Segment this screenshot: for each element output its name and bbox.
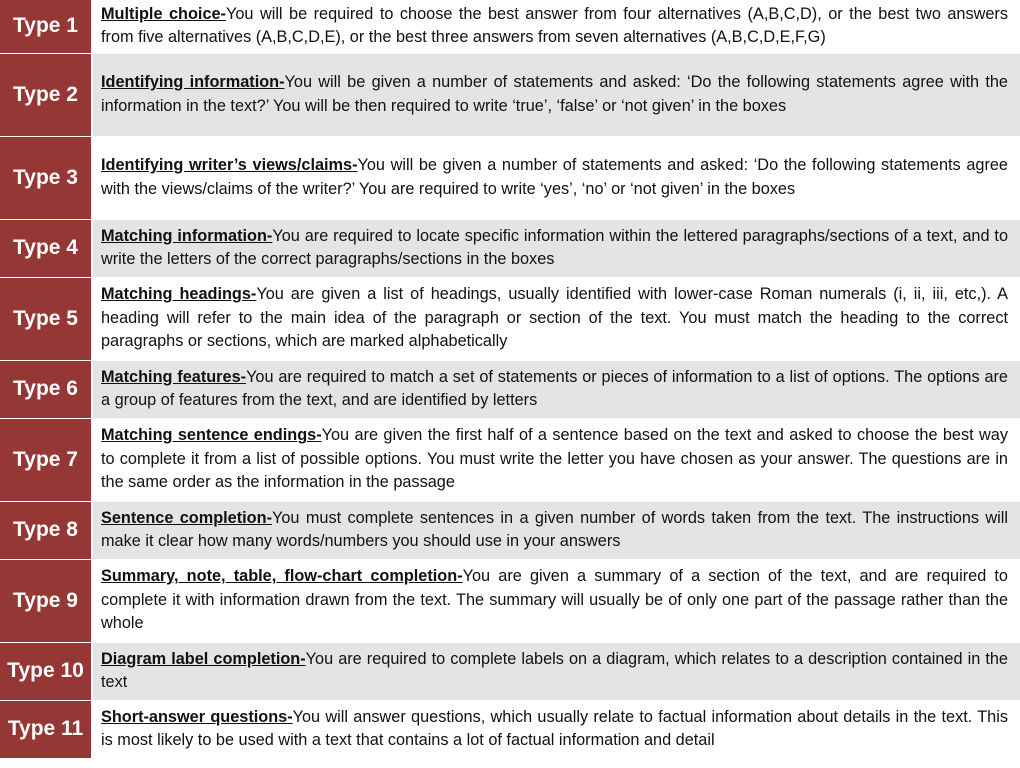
question-type-name: Diagram label completion- <box>101 649 306 668</box>
table-row <box>0 0 1020 53</box>
table-row <box>0 53 1020 136</box>
question-type-description: You are required to complete labels on a diagram, which relates to a description contained in the text <box>101 649 1008 691</box>
type-label: Type 11 <box>0 700 92 758</box>
table-row <box>0 501 1020 559</box>
question-type-description: You will be given a number of statements and asked: ‘Do the following statements agree with the views/claims of the writer?’ You are required to write ‘yes’, ‘no’ or ‘not given’ in the boxes <box>101 156 1008 198</box>
table-row <box>0 559 1020 642</box>
type-label: Type 2 <box>0 53 92 136</box>
type-label: Type 3 <box>0 136 92 219</box>
question-type-description: You must complete sentences in a given number of words taken from the text. The instructions will make it clear how many words/numbers you should use in your answers <box>101 508 1008 550</box>
type-label: Type 4 <box>0 219 92 277</box>
type-description-cell <box>92 501 1020 559</box>
question-type-name: Matching features- <box>101 367 247 386</box>
question-type-name: Multiple choice- <box>101 4 226 23</box>
type-description-cell <box>92 53 1020 136</box>
question-type-description: You will answer questions, which usually relate to factual information about details in the text. This is most likely to be used with a text that contains a lot of factual information and detail <box>101 707 1008 749</box>
type-description-cell <box>92 642 1020 700</box>
question-type-name: Identifying information- <box>101 73 285 91</box>
type-label: Type 8 <box>0 501 92 559</box>
table-row <box>0 277 1020 360</box>
question-type-description: You are required to locate specific information within the lettered paragraphs/sections of a text, and to write the letters of the correct paragraphs/sections in the boxes <box>101 226 1009 268</box>
type-description-cell <box>92 418 1020 501</box>
table-row <box>0 418 1020 501</box>
table-row <box>0 360 1020 418</box>
type-description-cell <box>92 559 1020 642</box>
question-type-description: You will be required to choose the best answer from four alternatives (A,B,C,D), or the best two answers from five alternatives (A,B,C,D,E), or the best three answers from seven alternatives (A,B,C,D,E,F,G) <box>101 4 1008 47</box>
type-label: Type 9 <box>0 559 92 642</box>
question-type-name: Sentence completion- <box>101 508 272 527</box>
type-description-cell <box>92 136 1020 219</box>
type-label: Type 6 <box>0 360 92 418</box>
table-row <box>0 136 1020 219</box>
question-type-description: You are given a list of headings, usually identified with lower-case Roman numerals (i, ii, iii, etc,). A heading will refer to the main idea of the paragraph or section of the text. You must match the heading to the correct paragraphs or sections, which are marked alphabetically <box>101 285 1008 351</box>
type-label: Type 10 <box>0 642 92 700</box>
type-label: Type 7 <box>0 418 92 501</box>
question-type-description: You are given a summary of a section of the text, and are required to complete it with information drawn from the text. The summary will usually be of only one part of the passage rather than the whole <box>101 567 1008 633</box>
type-description-cell <box>92 360 1020 418</box>
table-row <box>0 700 1020 758</box>
question-type-name: Summary, note, table, flow-chart completion- <box>101 567 463 586</box>
question-type-name: Matching sentence endings- <box>101 426 322 445</box>
question-type-description: You are given the first half of a sentence based on the text and asked to choose the best way to complete it from a list of possible options. You must write the letter you have chosen as your answer. The questions are in the same order as the information in the passage <box>101 426 1008 492</box>
type-description-cell <box>92 277 1020 360</box>
type-description-cell <box>92 700 1020 758</box>
question-type-name: Matching information- <box>101 226 273 245</box>
question-type-name: Short-answer questions- <box>101 707 293 726</box>
type-description-cell <box>92 219 1020 277</box>
question-type-name: Matching headings- <box>101 285 257 304</box>
type-label: Type 5 <box>0 277 92 360</box>
question-type-name: Identifying writer’s views/claims- <box>101 156 358 174</box>
question-type-description: You will be given a number of statements and asked: ‘Do the following statements agree with the information in the text?’ You will be then required to write ‘true’, ‘false’ or ‘not given’ in the boxes <box>101 73 1008 115</box>
question-type-description: You are required to match a set of statements or pieces of information to a list of options. The options are a group of features from the text, and are identified by letters <box>101 367 1008 409</box>
table-row <box>0 219 1020 277</box>
type-label: Type 1 <box>0 0 92 53</box>
type-description-cell <box>92 0 1020 53</box>
table-row <box>0 642 1020 700</box>
